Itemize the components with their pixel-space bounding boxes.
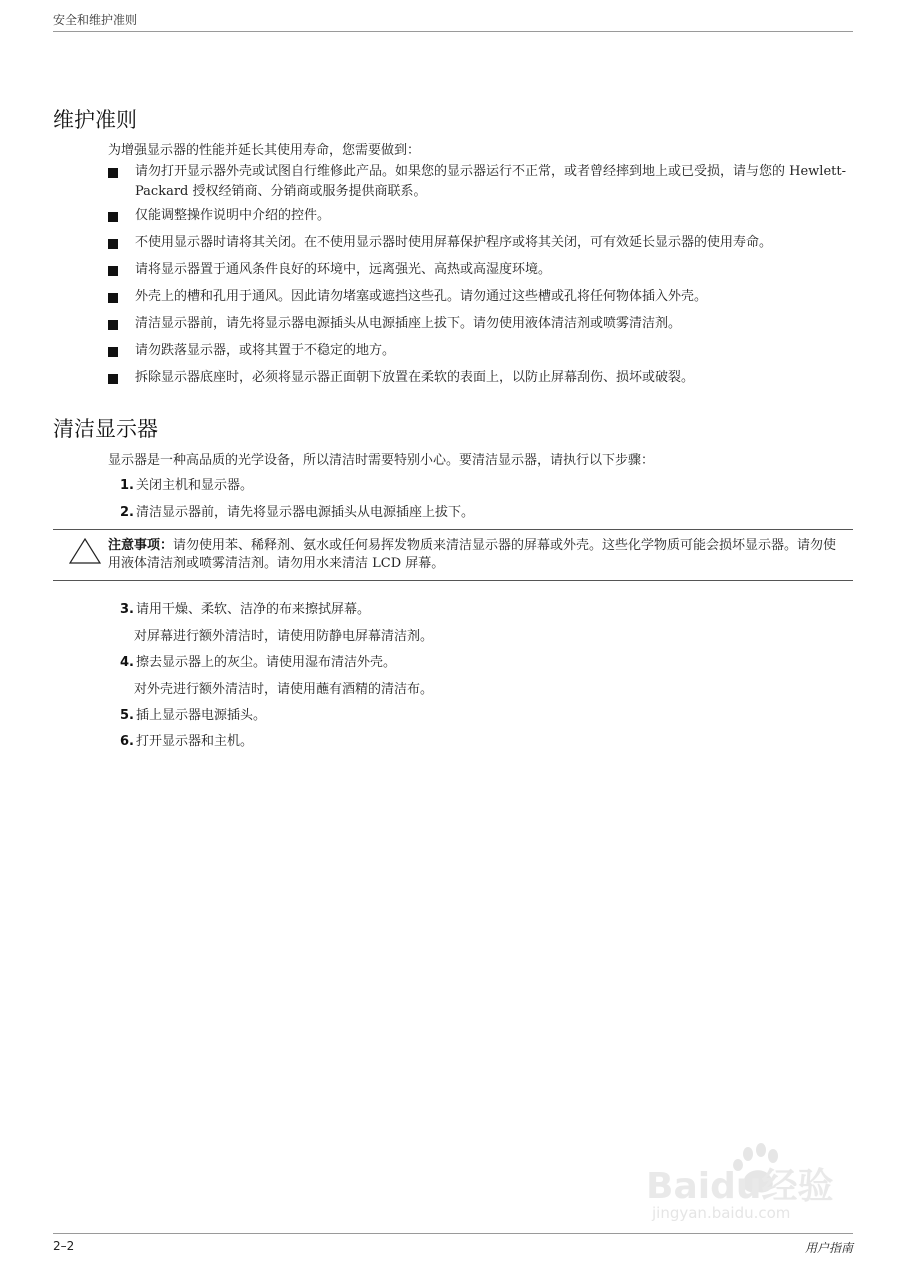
step-number: 4.	[120, 655, 134, 670]
list-item	[108, 206, 853, 226]
running-header: 安全和维护准则	[53, 13, 138, 27]
list-item-text: 仅能调整操作说明中介绍的控件。	[135, 208, 331, 223]
bullet-square-icon	[108, 320, 118, 330]
step-item	[108, 730, 253, 749]
maintenance-intro: 为增强显示器的性能并延长其使用寿命，您需要做到：	[108, 143, 421, 158]
list-item-text: 外壳上的槽和孔用于通风。因此请勿堵塞或遮挡这些孔。请勿通过这些槽或孔将任何物体插入外壳。	[135, 289, 708, 304]
step-number: 3.	[120, 602, 134, 617]
list-item	[108, 341, 853, 361]
step-item	[108, 501, 474, 520]
caution-label: 注意事项：	[108, 538, 174, 553]
footer-doc-title: 用户指南	[804, 1241, 853, 1255]
list-item	[108, 287, 853, 307]
list-item	[108, 368, 853, 388]
list-item	[108, 162, 853, 202]
list-item-text: 请将显示器置于通风条件良好的环境中，远离强光、高热或高湿度环境。	[135, 262, 552, 277]
step-text: 插上显示器电源插头。	[136, 708, 267, 723]
step-item	[108, 598, 370, 617]
bullet-square-icon	[108, 266, 118, 276]
list-item-text: 请勿跌落显示器，或将其置于不稳定的地方。	[135, 343, 396, 358]
list-item-text: 拆除显示器底座时，必须将显示器正面朝下放置在柔软的表面上，以防止屏幕刮伤、损坏或破裂。	[135, 370, 695, 385]
step-number: 6.	[120, 734, 134, 749]
step-number: 1.	[120, 478, 134, 493]
bullet-square-icon	[108, 293, 118, 303]
step-item	[108, 704, 266, 723]
step-item	[108, 651, 396, 670]
list-item-text: 请勿打开显示器外壳或试图自行维修此产品。如果您的显示器运行不正常，或者曾经摔到地上或已受损，请与您的 Hewlett-Packard 授权经销商、分销商或服务提供商联系。	[135, 164, 846, 199]
baidu-watermark-logo	[640, 1140, 860, 1222]
step-number: 5.	[120, 708, 134, 723]
step-number: 2.	[120, 505, 134, 520]
list-item	[108, 233, 853, 253]
step-text: 清洁显示器前，请先将显示器电源插头从电源插座上拔下。	[136, 505, 475, 520]
section-title-cleaning: 清洁显示器	[53, 417, 158, 441]
caution-body: 请勿使用苯、稀释剂、氨水或任何易挥发物质来清洁显示器的屏幕或外壳。这些化学物质可能会损坏显示器。请勿使用液体清洁剂或喷雾清洁剂。请勿用水来清洁 LCD 屏幕。	[108, 538, 837, 571]
list-item	[108, 260, 853, 280]
caution-text	[108, 537, 848, 573]
caution-box	[53, 529, 853, 581]
page-number: 2–2	[53, 1239, 75, 1253]
step-text: 擦去显示器上的灰尘。请使用湿布清洁外壳。	[136, 655, 397, 670]
footer-rule	[53, 1233, 853, 1234]
watermark-url-text: jingyan.baidu.com	[652, 1204, 791, 1222]
bullet-square-icon	[108, 239, 118, 249]
watermark-brand-text: Baidu经验	[646, 1166, 834, 1207]
bullet-square-icon	[108, 374, 118, 384]
step-note: 对外壳进行额外清洁时，请使用蘸有酒精的清洁布。	[134, 682, 434, 697]
caution-triangle-icon	[68, 537, 102, 565]
step-item	[108, 474, 253, 493]
cleaning-intro: 显示器是一种高品质的光学设备，所以清洁时需要特别小心。要清洁显示器，请执行以下步骤：	[108, 453, 655, 468]
header-rule	[53, 31, 853, 32]
list-item-text: 不使用显示器时请将其关闭。在不使用显示器时使用屏幕保护程序或将其关闭，可有效延长显示器的使用寿命。	[135, 235, 773, 250]
step-text: 关闭主机和显示器。	[136, 478, 254, 493]
bullet-square-icon	[108, 347, 118, 357]
bullet-square-icon	[108, 168, 118, 178]
step-text: 请用干燥、柔软、洁净的布来擦拭屏幕。	[136, 602, 371, 617]
section-title-maintenance: 维护准则	[53, 108, 137, 132]
step-note: 对屏幕进行额外清洁时，请使用防静电屏幕清洁剂。	[134, 629, 434, 644]
step-text: 打开显示器和主机。	[136, 734, 254, 749]
bullet-square-icon	[108, 212, 118, 222]
list-item	[108, 314, 853, 334]
list-item-text: 清洁显示器前，请先将显示器电源插头从电源插座上拔下。请勿使用液体清洁剂或喷雾清洁剂。	[135, 316, 682, 331]
